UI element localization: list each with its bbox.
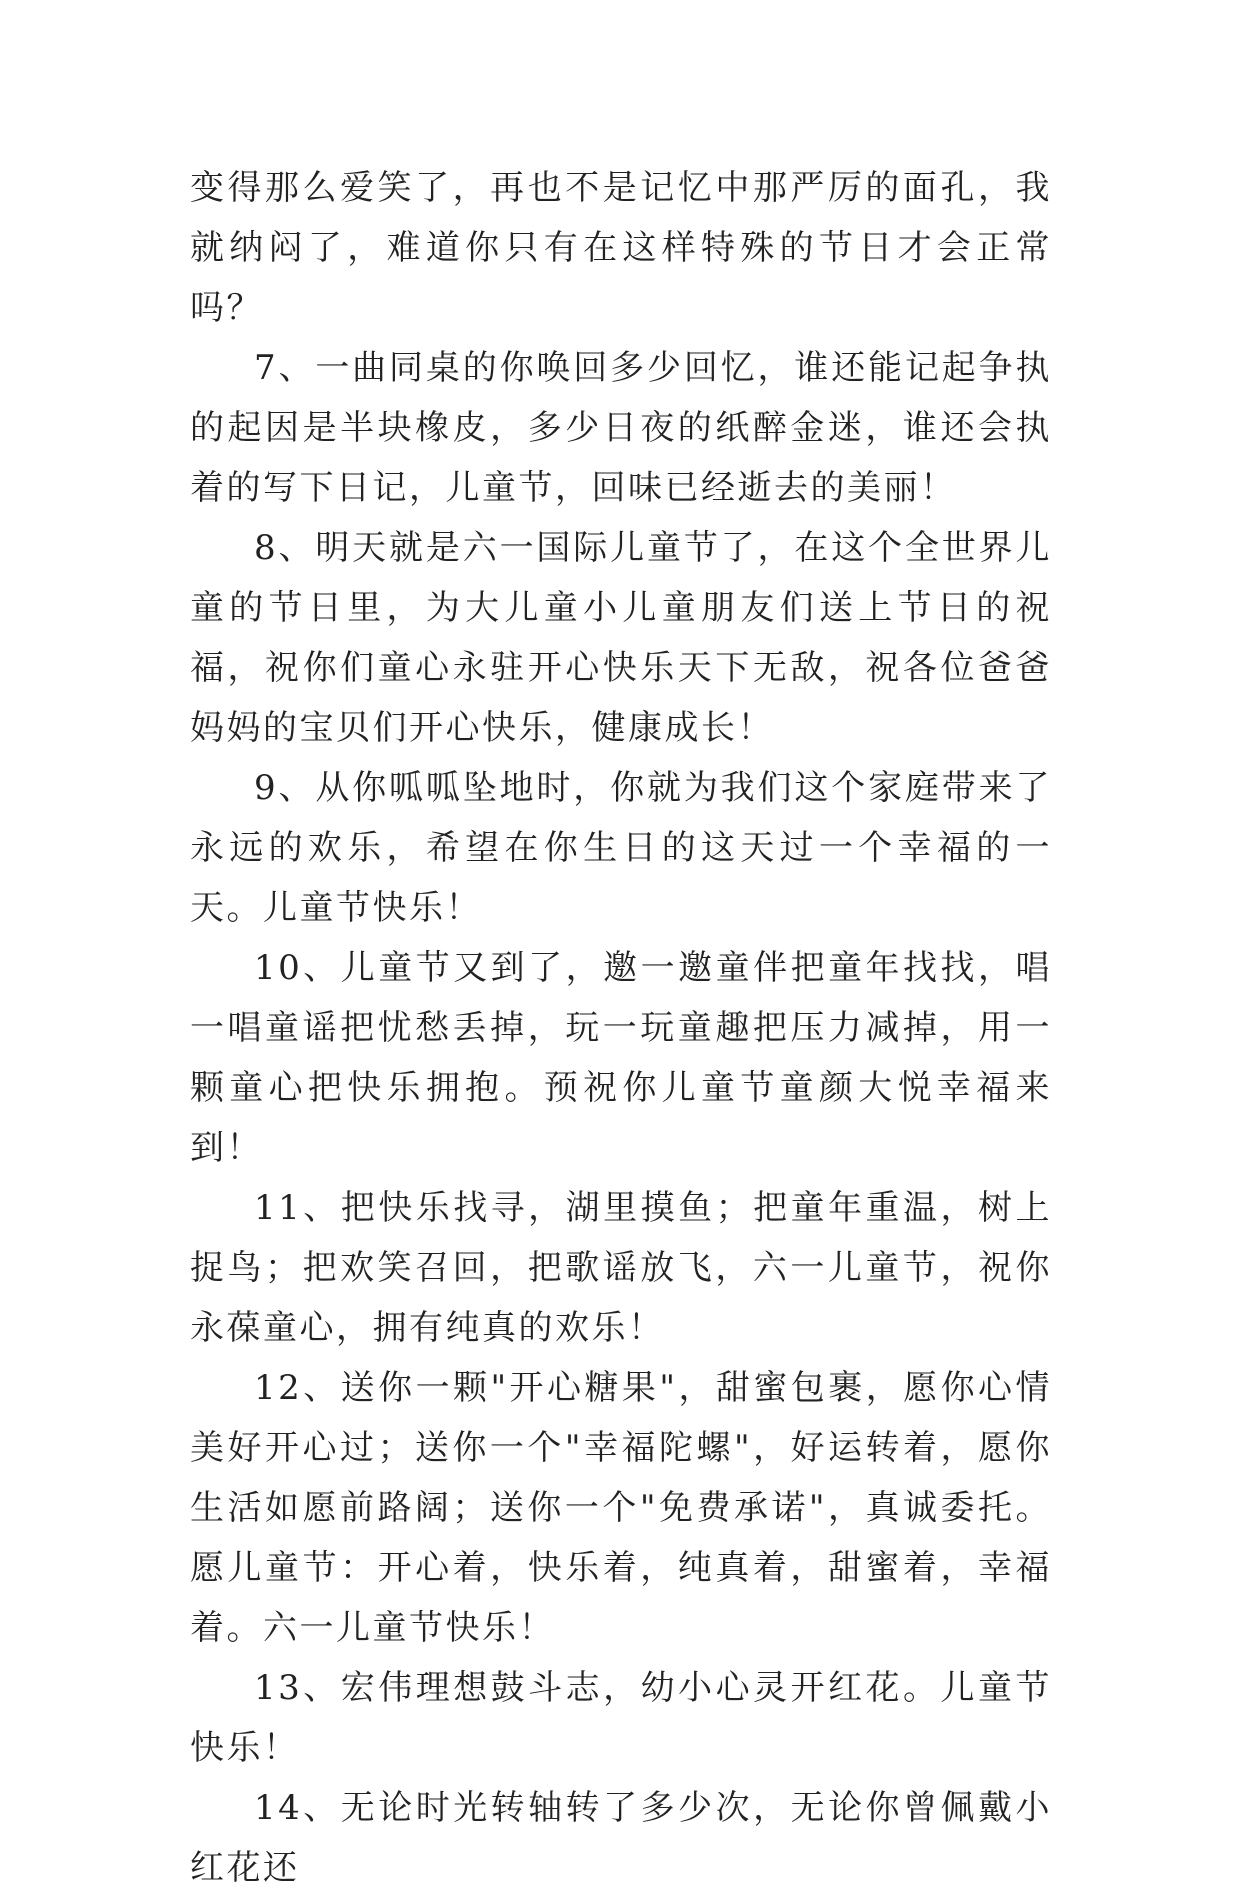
paragraph-item-13: 13、宏伟理想鼓斗志，幼小心灵开红花。儿童节快乐！ xyxy=(190,1668,1052,1768)
paragraph-continuation: 变得那么爱笑了，再也不是记忆中那严厉的面孔，我就纳闷了，难道你只有在这样特殊的节日才会正常吗？ xyxy=(190,168,1052,328)
paragraph-item-11: 11、把快乐找寻，湖里摸鱼；把童年重温，树上捉鸟；把欢笑召回，把歌谣放飞，六一儿童节，祝你永葆童心，拥有纯真的欢乐！ xyxy=(190,1188,1052,1348)
paragraph-item-7: 7、一曲同桌的你唤回多少回忆，谁还能记起争执的起因是半块橡皮，多少日夜的纸醉金迷，谁还会执着的写下日记，儿童节，回味已经逝去的美丽！ xyxy=(190,348,1052,508)
paragraph-item-10: 10、儿童节又到了，邀一邀童伴把童年找找，唱一唱童谣把忧愁丢掉，玩一玩童趣把压力减掉，用一颗童心把快乐拥抱。预祝你儿童节童颜大悦幸福来到！ xyxy=(190,948,1052,1168)
paragraph-item-8: 8、明天就是六一国际儿童节了，在这个全世界儿童的节日里，为大儿童小儿童朋友们送上节日的祝福，祝你们童心永驻开心快乐天下无敌，祝各位爸爸妈妈的宝贝们开心快乐，健康成长！ xyxy=(190,528,1052,748)
document-body xyxy=(190,158,1052,1898)
paragraph-item-12: 12、送你一颗"开心糖果"，甜蜜包裹，愿你心情美好开心过；送你一个"幸福陀螺"，好运转着，愿你生活如愿前路阔；送你一个"免费承诺"，真诚委托。愿儿童节：开心着，快乐着，纯真着，甜蜜着，幸福着。六一儿童节快乐！ xyxy=(190,1368,1052,1648)
paragraph-item-14: 14、无论时光转轴转了多少次，无论你曾佩戴小红花还 xyxy=(190,1788,1052,1888)
paragraph-item-9: 9、从你呱呱坠地时，你就为我们这个家庭带来了永远的欢乐，希望在你生日的这天过一个幸福的一天。儿童节快乐！ xyxy=(190,768,1052,928)
